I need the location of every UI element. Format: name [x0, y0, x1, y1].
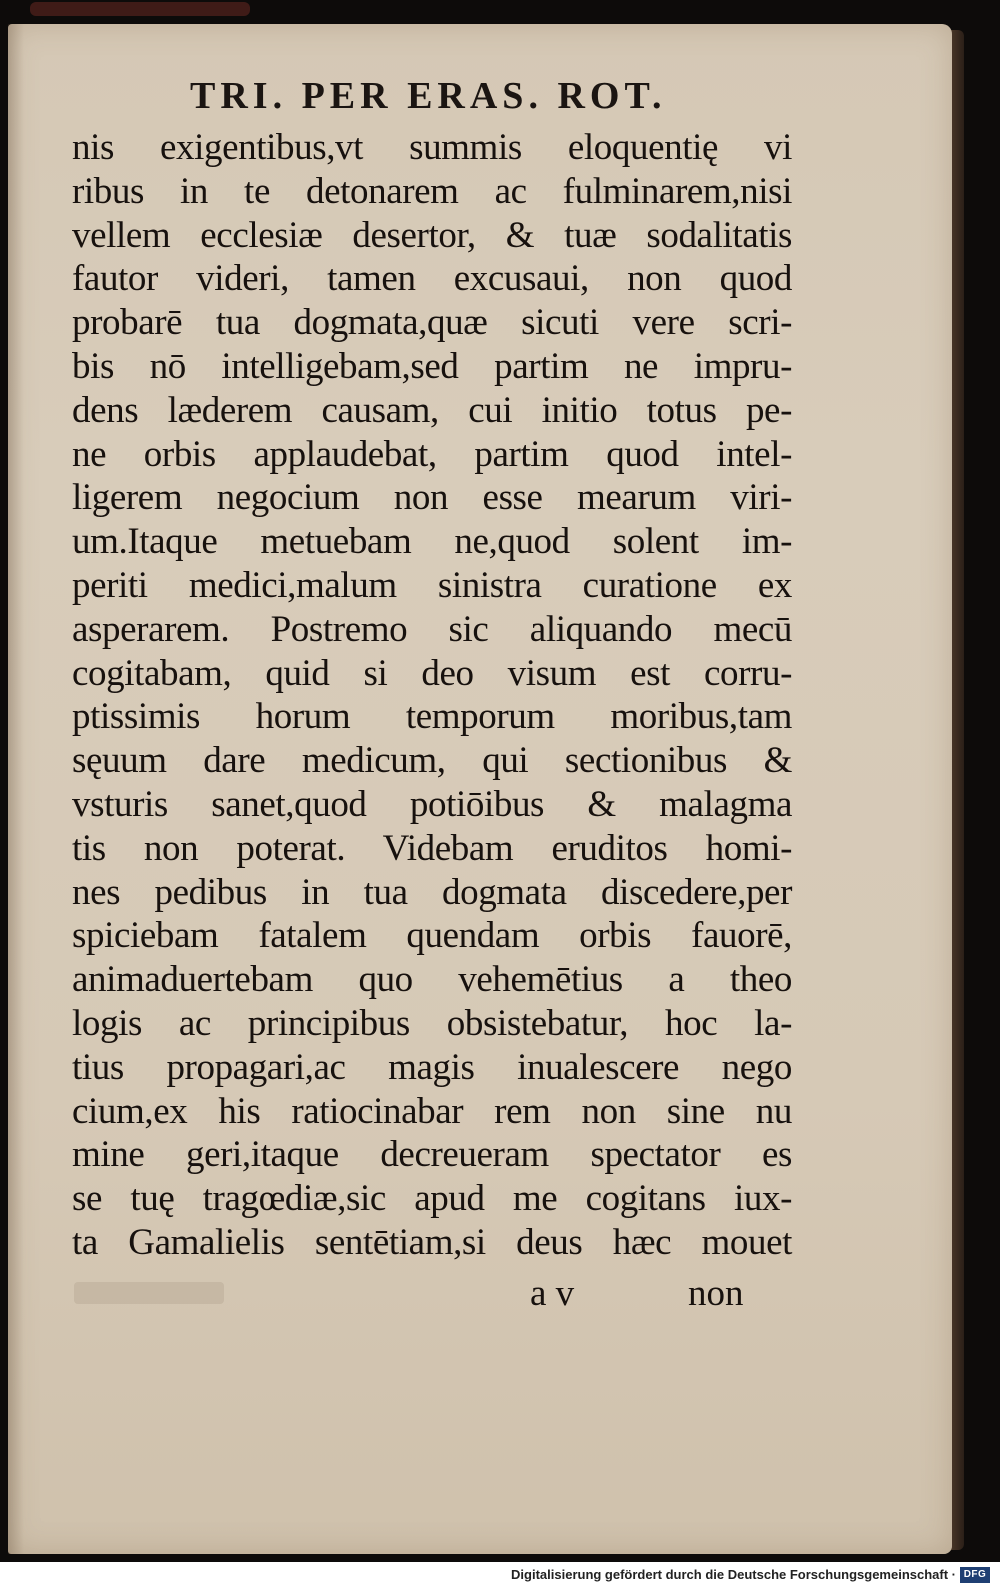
- text-line: cogitabam, quid si deo visum est corru-: [72, 652, 792, 694]
- text-line: se tuę tragœdiæ,sic apud me cogitans iux-: [72, 1178, 792, 1220]
- text-line: nes pedibus in tua dogmata discedere,per: [72, 871, 792, 913]
- text-line: animaduertebam quo vehemētius a theo: [72, 959, 792, 1001]
- ink-show-through: [74, 1282, 224, 1304]
- catchword: non: [688, 1273, 744, 1314]
- text-line: periti medici,malum sinistra curatione ex: [72, 564, 792, 606]
- text-line: um.Itaque metuebam ne,quod solent im-: [72, 521, 792, 563]
- text-line: ptissimis horum temporum moribus,tam: [72, 696, 792, 738]
- text-line: mine geri,itaque decreueram spectator es: [72, 1134, 792, 1176]
- text-line: vellem ecclesiæ desertor, & tuæ sodalitatis: [72, 214, 792, 256]
- text-line: cium,ex his ratiocinabar rem non sine nu: [72, 1090, 792, 1132]
- text-line: sęuum dare medicum, qui sectionibus &: [72, 740, 792, 782]
- text-line: tis non poterat. Videbam eruditos homi-: [72, 827, 792, 869]
- dfg-logo-icon: DFG: [960, 1567, 990, 1583]
- text-line: ne orbis applaudebat, partim quod intel-: [72, 433, 792, 475]
- text-line: ta Gamalielis sentētiam,si deus hæc mouet: [72, 1221, 792, 1263]
- funding-credit: Digitalisierung gefördert durch die Deutsche Forschungsgemeinschaft ·: [511, 1567, 956, 1582]
- text-line: fautor videri, tamen excusaui, non quod: [72, 258, 792, 300]
- text-line: tius propagari,ac magis inualescere nego: [72, 1046, 792, 1088]
- paper-stain: [30, 2, 250, 16]
- text-line: dens læderem causam, cui initio totus pe-: [72, 389, 792, 431]
- text-line: logis ac principibus obsistebatur, hoc la-: [72, 1002, 792, 1044]
- text-line: spiciebam fatalem quendam orbis fauorē,: [72, 915, 792, 957]
- text-line: asperarem. Postremo sic aliquando mecū: [72, 608, 792, 650]
- text-line: ligerem negocium non esse mearum viri-: [72, 477, 792, 519]
- running-head: TRI. PER ERAS. ROT.: [190, 75, 667, 117]
- text-line: vsturis sanet,quod potiōibus & malagma: [72, 783, 792, 825]
- body-text: [72, 126, 792, 1265]
- text-line: ribus in te detonarem ac fulminarem,nisi: [72, 170, 792, 212]
- text-line: bis nō intelligebam,sed partim ne impru-: [72, 345, 792, 387]
- text-line: nis exigentibus,vt summis eloquentię vi: [72, 127, 792, 168]
- signature-mark: a v: [530, 1273, 575, 1314]
- digitization-footer: [0, 1562, 1000, 1590]
- text-line: probarē tua dogmata,quæ sicuti vere scri-: [72, 302, 792, 344]
